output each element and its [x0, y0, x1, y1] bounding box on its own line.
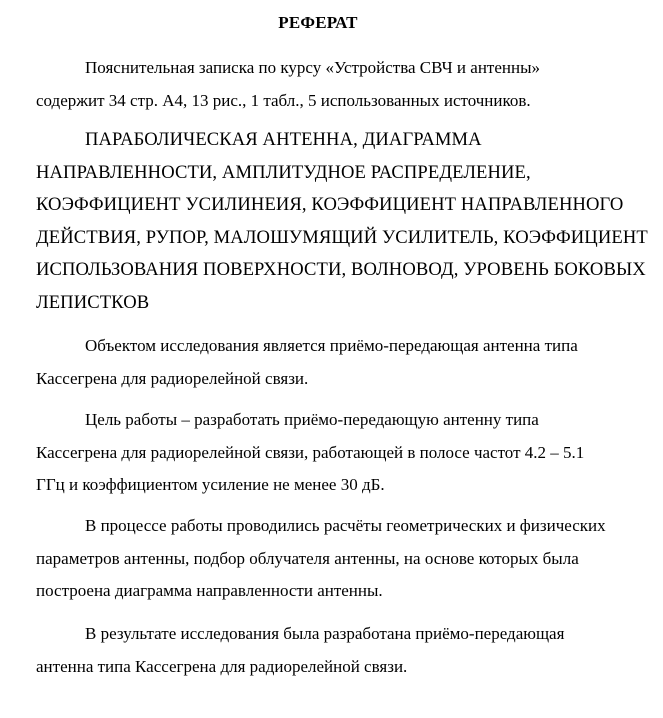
goal-line: Кассегрена для радиорелейной связи, работающей в полосе частот 4.2 – 5.1: [36, 442, 585, 462]
keywords-paragraph: [36, 124, 656, 319]
keywords-line: КОЭФФИЦИЕНТ УСИЛИНЕИЯ, КОЭФФИЦИЕНТ НАПРАВЛЕННОГО: [36, 194, 624, 215]
document-title: РЕФЕРАТ: [278, 13, 358, 32]
goal-line: ГГц и коэффициентом усиление не менее 30 дБ.: [36, 475, 385, 494]
process-line: параметров антенны, подбор облучателя антенны, на основе которых была: [36, 548, 579, 568]
process-line: В процессе работы проводились расчёты геометрических и физических: [85, 516, 606, 535]
summary-paragraph: [36, 52, 648, 117]
keywords-line: ПАРАБОЛИЧЕСКАЯ АНТЕННА, ДИАГРАММА: [85, 129, 482, 150]
result-line: антенна типа Кассегрена для радиорелейной связи.: [36, 656, 408, 676]
goal-paragraph: [36, 404, 648, 502]
object-paragraph: [36, 330, 648, 395]
keywords-line: ЛЕПИСТКОВ: [36, 291, 150, 313]
keywords-line: НАПРАВЛЕННОСТИ, АМПЛИТУДНОЕ РАСПРЕДЕЛЕНИЕ,: [36, 161, 531, 183]
summary-line: Пояснительная записка по курсу «Устройства СВЧ и антенны»: [85, 58, 541, 77]
keywords-line: ДЕЙСТВИЯ, РУПОР, МАЛОШУМЯЩИЙ УСИЛИТЕЛЬ, КОЭФФИЦИЕНТ: [36, 226, 648, 248]
process-line: построена диаграмма направленности антенны.: [36, 581, 383, 600]
object-line: Кассегрена для радиорелейной связи.: [36, 368, 309, 388]
process-paragraph: [36, 510, 648, 608]
keywords-line: ИСПОЛЬЗОВАНИЯ ПОВЕРХНОСТИ, ВОЛНОВОД, УРОВЕНЬ БОКОВЫХ: [36, 259, 646, 280]
goal-line: Цель работы – разработать приёмо-передающую антенну типа: [85, 410, 539, 429]
object-line: Объектом исследования является приёмо-передающая антенна типа: [85, 336, 578, 355]
result-line: В результате исследования была разработана приёмо-передающая: [85, 624, 565, 643]
summary-line: содержит 34 стр. А4, 13 рис., 1 табл., 5 использованных источников.: [36, 90, 531, 110]
result-paragraph: [36, 618, 648, 683]
